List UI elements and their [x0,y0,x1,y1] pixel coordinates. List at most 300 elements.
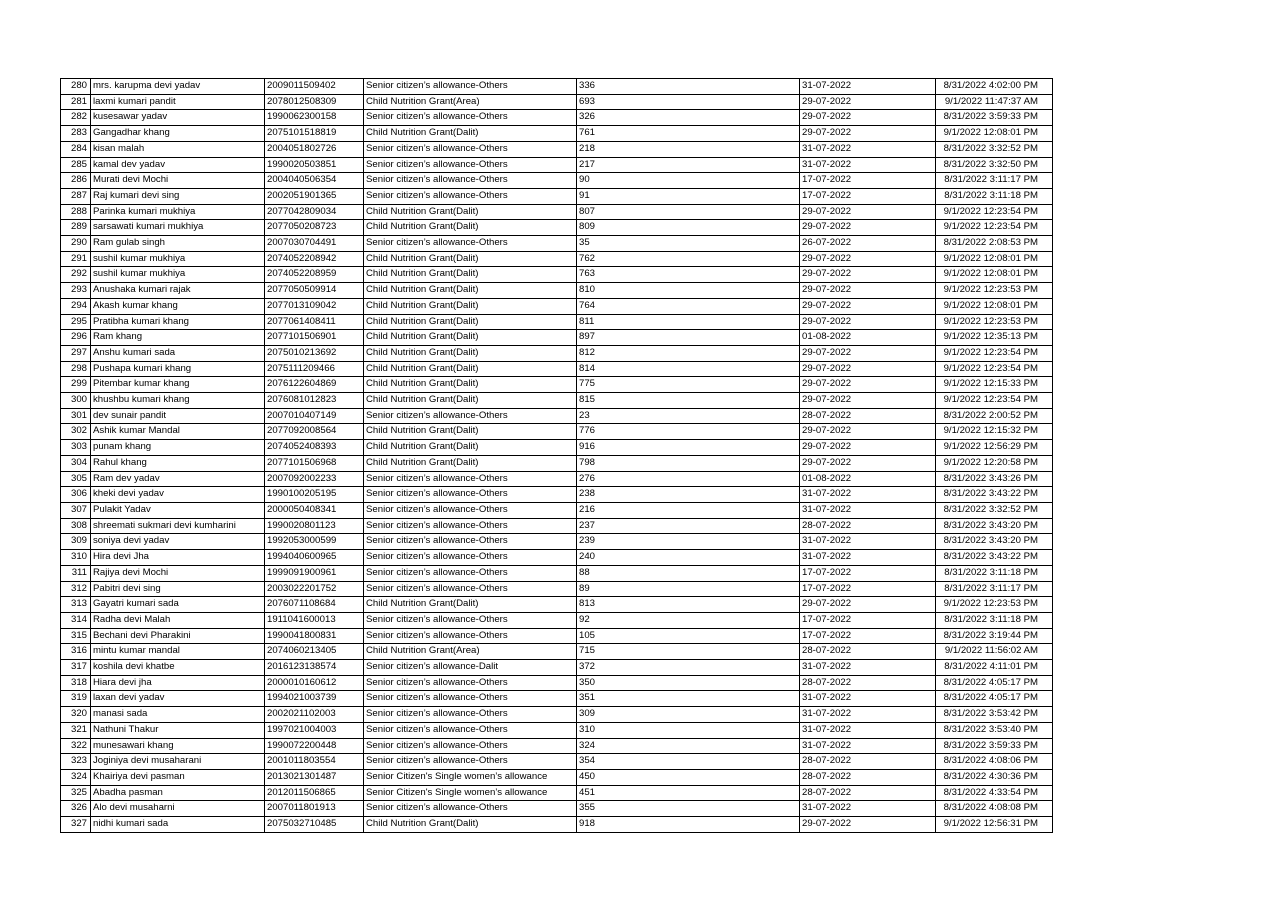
table-row [61,220,1053,236]
serial-number-cell: 319 [61,691,91,707]
allowance-type-cell: Senior citizen’s allowance-Others [364,502,577,518]
allowance-type-cell: Senior citizen’s allowance-Others [364,550,577,566]
name-cell: Pratibha kumari khang [91,314,265,330]
name-cell: mrs. karupma devi yadav [91,79,265,95]
timestamp-cell: 8/31/2022 3:59:33 PM [936,110,1053,126]
timestamp-cell: 9/1/2022 12:15:33 PM [936,377,1053,393]
allowance-type-cell: Child Nutrition Grant(Dalit) [364,440,577,456]
table-row [61,110,1053,126]
date-cell: 17-07-2022 [800,188,936,204]
amount-cell: 218 [577,141,800,157]
name-cell: koshila devi khatbe [91,660,265,676]
id-number-cell: 2074052208942 [265,251,364,267]
timestamp-cell: 8/31/2022 3:43:26 PM [936,471,1053,487]
serial-number-cell: 280 [61,79,91,95]
table-row [61,754,1053,770]
amount-cell: 309 [577,707,800,723]
id-number-cell: 2001011803554 [265,754,364,770]
amount-cell: 807 [577,204,800,220]
allowance-type-cell: Child Nutrition Grant(Dalit) [364,204,577,220]
date-cell: 26-07-2022 [800,236,936,252]
serial-number-cell: 327 [61,817,91,833]
allowance-type-cell: Senior citizen’s allowance-Others [364,236,577,252]
table-row [61,597,1053,613]
table-row [61,518,1053,534]
id-number-cell: 2075101518819 [265,126,364,142]
date-cell: 17-07-2022 [800,628,936,644]
name-cell: Murati devi Mochi [91,173,265,189]
allowance-type-cell: Senior citizen’s allowance-Others [364,157,577,173]
allowance-type-cell: Senior citizen’s allowance-Others [364,707,577,723]
timestamp-cell: 9/1/2022 12:20:58 PM [936,455,1053,471]
name-cell: Hira devi Jha [91,550,265,566]
serial-number-cell: 307 [61,502,91,518]
serial-number-cell: 318 [61,675,91,691]
date-cell: 31-07-2022 [800,487,936,503]
timestamp-cell: 9/1/2022 12:35:13 PM [936,330,1053,346]
timestamp-cell: 8/31/2022 3:53:40 PM [936,722,1053,738]
id-number-cell: 2012011506865 [265,785,364,801]
allowance-type-cell: Child Nutrition Grant(Dalit) [364,345,577,361]
date-cell: 29-07-2022 [800,283,936,299]
id-number-cell: 2009011509402 [265,79,364,95]
serial-number-cell: 295 [61,314,91,330]
allowance-type-cell: Child Nutrition Grant(Dalit) [364,267,577,283]
id-number-cell: 2007092002233 [265,471,364,487]
table-row [61,330,1053,346]
amount-cell: 91 [577,188,800,204]
amount-cell: 326 [577,110,800,126]
timestamp-cell: 9/1/2022 12:08:01 PM [936,251,1053,267]
allowance-type-cell: Senior citizen’s allowance-Others [364,518,577,534]
timestamp-cell: 8/31/2022 3:11:17 PM [936,173,1053,189]
amount-cell: 764 [577,298,800,314]
name-cell: laxan devi yadav [91,691,265,707]
date-cell: 28-07-2022 [800,754,936,770]
date-cell: 29-07-2022 [800,440,936,456]
amount-cell: 897 [577,330,800,346]
timestamp-cell: 8/31/2022 3:11:18 PM [936,188,1053,204]
serial-number-cell: 321 [61,722,91,738]
allowance-type-cell: Senior citizen’s allowance-Others [364,675,577,691]
date-cell: 28-07-2022 [800,785,936,801]
table-row [61,94,1053,110]
records-table-body [61,79,1053,833]
allowance-type-cell: Child Nutrition Grant(Area) [364,644,577,660]
table-row [61,424,1053,440]
table-row [61,471,1053,487]
serial-number-cell: 282 [61,110,91,126]
allowance-type-cell: Child Nutrition Grant(Dalit) [364,251,577,267]
timestamp-cell: 8/31/2022 3:11:17 PM [936,581,1053,597]
id-number-cell: 1990020503851 [265,157,364,173]
name-cell: laxmi kumari pandit [91,94,265,110]
id-number-cell: 2077092008564 [265,424,364,440]
timestamp-cell: 8/31/2022 4:08:06 PM [936,754,1053,770]
table-row [61,534,1053,550]
serial-number-cell: 313 [61,597,91,613]
timestamp-cell: 8/31/2022 3:43:22 PM [936,487,1053,503]
serial-number-cell: 297 [61,345,91,361]
date-cell: 29-07-2022 [800,204,936,220]
date-cell: 29-07-2022 [800,393,936,409]
allowance-type-cell: Senior citizen’s allowance-Others [364,173,577,189]
timestamp-cell: 9/1/2022 12:23:53 PM [936,314,1053,330]
timestamp-cell: 9/1/2022 12:23:53 PM [936,597,1053,613]
allowance-type-cell: Child Nutrition Grant(Dalit) [364,314,577,330]
id-number-cell: 2077101506968 [265,455,364,471]
id-number-cell: 1990072200448 [265,738,364,754]
date-cell: 01-08-2022 [800,330,936,346]
timestamp-cell: 8/31/2022 4:08:08 PM [936,801,1053,817]
allowance-type-cell: Child Nutrition Grant(Dalit) [364,283,577,299]
timestamp-cell: 9/1/2022 12:08:01 PM [936,126,1053,142]
name-cell: Joginiya devi musaharani [91,754,265,770]
allowance-type-cell: Child Nutrition Grant(Dalit) [364,377,577,393]
amount-cell: 310 [577,722,800,738]
allowance-type-cell: Child Nutrition Grant(Area) [364,94,577,110]
serial-number-cell: 281 [61,94,91,110]
amount-cell: 798 [577,455,800,471]
serial-number-cell: 298 [61,361,91,377]
serial-number-cell: 287 [61,188,91,204]
date-cell: 29-07-2022 [800,298,936,314]
date-cell: 17-07-2022 [800,612,936,628]
date-cell: 31-07-2022 [800,534,936,550]
timestamp-cell: 9/1/2022 12:23:54 PM [936,345,1053,361]
amount-cell: 89 [577,581,800,597]
amount-cell: 216 [577,502,800,518]
date-cell: 17-07-2022 [800,173,936,189]
table-row [61,188,1053,204]
table-row [61,817,1053,833]
name-cell: Anshu kumari sada [91,345,265,361]
id-number-cell: 2013021301487 [265,769,364,785]
table-row [61,314,1053,330]
name-cell: Khairiya devi pasman [91,769,265,785]
timestamp-cell: 9/1/2022 12:23:54 PM [936,361,1053,377]
timestamp-cell: 8/31/2022 2:00:52 PM [936,408,1053,424]
date-cell: 31-07-2022 [800,660,936,676]
serial-number-cell: 293 [61,283,91,299]
id-number-cell: 2002021102003 [265,707,364,723]
serial-number-cell: 294 [61,298,91,314]
name-cell: kheki devi yadav [91,487,265,503]
name-cell: kisan malah [91,141,265,157]
timestamp-cell: 9/1/2022 12:08:01 PM [936,298,1053,314]
name-cell: sushil kumar mukhiya [91,267,265,283]
name-cell: Ram khang [91,330,265,346]
serial-number-cell: 302 [61,424,91,440]
timestamp-cell: 8/31/2022 4:02:00 PM [936,79,1053,95]
timestamp-cell: 8/31/2022 3:11:18 PM [936,612,1053,628]
serial-number-cell: 314 [61,612,91,628]
timestamp-cell: 8/31/2022 3:19:44 PM [936,628,1053,644]
serial-number-cell: 316 [61,644,91,660]
date-cell: 31-07-2022 [800,502,936,518]
serial-number-cell: 299 [61,377,91,393]
timestamp-cell: 8/31/2022 4:05:17 PM [936,691,1053,707]
id-number-cell: 2077050509914 [265,283,364,299]
name-cell: Ram gulab singh [91,236,265,252]
name-cell: sarsawati kumari mukhiya [91,220,265,236]
serial-number-cell: 303 [61,440,91,456]
allowance-type-cell: Senior citizen’s allowance-Others [364,754,577,770]
amount-cell: 918 [577,817,800,833]
id-number-cell: 2077042809034 [265,204,364,220]
id-number-cell: 2007010407149 [265,408,364,424]
table-row [61,769,1053,785]
amount-cell: 450 [577,769,800,785]
allowance-type-cell: Child Nutrition Grant(Dalit) [364,817,577,833]
allowance-type-cell: Child Nutrition Grant(Dalit) [364,455,577,471]
name-cell: shreemati sukmari devi kumharini [91,518,265,534]
allowance-type-cell: Senior citizen’s allowance-Others [364,738,577,754]
date-cell: 31-07-2022 [800,691,936,707]
id-number-cell: 2077101506901 [265,330,364,346]
name-cell: Parinka kumari mukhiya [91,204,265,220]
id-number-cell: 2002051901365 [265,188,364,204]
table-row [61,283,1053,299]
table-row [61,361,1053,377]
amount-cell: 105 [577,628,800,644]
id-number-cell: 2074060213405 [265,644,364,660]
serial-number-cell: 310 [61,550,91,566]
timestamp-cell: 9/1/2022 12:56:29 PM [936,440,1053,456]
date-cell: 29-07-2022 [800,251,936,267]
table-row [61,660,1053,676]
amount-cell: 336 [577,79,800,95]
table-row [61,565,1053,581]
table-row [61,408,1053,424]
table-row [61,267,1053,283]
serial-number-cell: 325 [61,785,91,801]
amount-cell: 35 [577,236,800,252]
allowance-type-cell: Senior citizen’s allowance-Others [364,79,577,95]
id-number-cell: 1997021004003 [265,722,364,738]
timestamp-cell: 8/31/2022 3:53:42 PM [936,707,1053,723]
allowance-type-cell: Child Nutrition Grant(Dalit) [364,220,577,236]
name-cell: Nathuni Thakur [91,722,265,738]
id-number-cell: 2077050208723 [265,220,364,236]
timestamp-cell: 8/31/2022 3:59:33 PM [936,738,1053,754]
table-row [61,393,1053,409]
date-cell: 28-07-2022 [800,518,936,534]
table-row [61,707,1053,723]
amount-cell: 451 [577,785,800,801]
serial-number-cell: 300 [61,393,91,409]
serial-number-cell: 309 [61,534,91,550]
amount-cell: 238 [577,487,800,503]
date-cell: 31-07-2022 [800,707,936,723]
amount-cell: 239 [577,534,800,550]
serial-number-cell: 291 [61,251,91,267]
name-cell: Bechani devi Pharakini [91,628,265,644]
table-row [61,204,1053,220]
allowance-type-cell: Senior citizen’s allowance-Others [364,581,577,597]
amount-cell: 813 [577,597,800,613]
amount-cell: 23 [577,408,800,424]
amount-cell: 372 [577,660,800,676]
id-number-cell: 2076081012823 [265,393,364,409]
date-cell: 28-07-2022 [800,769,936,785]
amount-cell: 775 [577,377,800,393]
allowance-type-cell: Senior citizen’s allowance-Others [364,188,577,204]
serial-number-cell: 306 [61,487,91,503]
serial-number-cell: 289 [61,220,91,236]
amount-cell: 916 [577,440,800,456]
serial-number-cell: 283 [61,126,91,142]
allowance-type-cell: Senior citizen’s allowance-Others [364,141,577,157]
id-number-cell: 2074052408393 [265,440,364,456]
amount-cell: 354 [577,754,800,770]
name-cell: Pitembar kumar khang [91,377,265,393]
allowance-type-cell: Child Nutrition Grant(Dalit) [364,597,577,613]
timestamp-cell: 9/1/2022 12:56:31 PM [936,817,1053,833]
table-row [61,377,1053,393]
timestamp-cell: 9/1/2022 12:23:54 PM [936,204,1053,220]
amount-cell: 763 [577,267,800,283]
timestamp-cell: 8/31/2022 3:43:20 PM [936,534,1053,550]
serial-number-cell: 284 [61,141,91,157]
allowance-type-cell: Child Nutrition Grant(Dalit) [364,393,577,409]
amount-cell: 217 [577,157,800,173]
allowance-type-cell: Senior citizen’s allowance-Others [364,408,577,424]
id-number-cell: 1994021003739 [265,691,364,707]
allowance-type-cell: Child Nutrition Grant(Dalit) [364,298,577,314]
date-cell: 29-07-2022 [800,377,936,393]
amount-cell: 355 [577,801,800,817]
records-table [60,78,1053,833]
date-cell: 28-07-2022 [800,644,936,660]
id-number-cell: 1999091900961 [265,565,364,581]
serial-number-cell: 312 [61,581,91,597]
allowance-type-cell: Senior Citizen's Single women’s allowance [364,785,577,801]
name-cell: Gangadhar khang [91,126,265,142]
name-cell: Raj kumari devi sing [91,188,265,204]
serial-number-cell: 286 [61,173,91,189]
date-cell: 31-07-2022 [800,141,936,157]
allowance-type-cell: Senior citizen’s allowance-Dalit [364,660,577,676]
date-cell: 29-07-2022 [800,110,936,126]
name-cell: Ram dev yadav [91,471,265,487]
date-cell: 29-07-2022 [800,267,936,283]
table-row [61,455,1053,471]
id-number-cell: 1992053000599 [265,534,364,550]
timestamp-cell: 9/1/2022 12:15:32 PM [936,424,1053,440]
table-row [61,785,1053,801]
amount-cell: 90 [577,173,800,189]
id-number-cell: 2000010160612 [265,675,364,691]
date-cell: 31-07-2022 [800,79,936,95]
amount-cell: 761 [577,126,800,142]
id-number-cell: 2004051802726 [265,141,364,157]
date-cell: 29-07-2022 [800,345,936,361]
name-cell: manasi sada [91,707,265,723]
serial-number-cell: 304 [61,455,91,471]
serial-number-cell: 288 [61,204,91,220]
amount-cell: 350 [577,675,800,691]
allowance-type-cell: Senior citizen’s allowance-Others [364,471,577,487]
amount-cell: 809 [577,220,800,236]
name-cell: soniya devi yadav [91,534,265,550]
allowance-type-cell: Child Nutrition Grant(Dalit) [364,361,577,377]
date-cell: 31-07-2022 [800,722,936,738]
date-cell: 17-07-2022 [800,581,936,597]
serial-number-cell: 296 [61,330,91,346]
date-cell: 28-07-2022 [800,408,936,424]
amount-cell: 762 [577,251,800,267]
serial-number-cell: 301 [61,408,91,424]
name-cell: Alo devi musaharni [91,801,265,817]
date-cell: 28-07-2022 [800,675,936,691]
timestamp-cell: 8/31/2022 3:43:22 PM [936,550,1053,566]
table-row [61,79,1053,95]
id-number-cell: 1990062300158 [265,110,364,126]
date-cell: 29-07-2022 [800,361,936,377]
table-row [61,298,1053,314]
serial-number-cell: 305 [61,471,91,487]
amount-cell: 88 [577,565,800,581]
timestamp-cell: 8/31/2022 4:30:36 PM [936,769,1053,785]
date-cell: 29-07-2022 [800,126,936,142]
table-row [61,550,1053,566]
amount-cell: 810 [577,283,800,299]
timestamp-cell: 8/31/2022 4:05:17 PM [936,675,1053,691]
table-row [61,644,1053,660]
allowance-type-cell: Senior citizen’s allowance-Others [364,534,577,550]
date-cell: 29-07-2022 [800,817,936,833]
allowance-type-cell: Child Nutrition Grant(Dalit) [364,330,577,346]
id-number-cell: 2000050408341 [265,502,364,518]
allowance-type-cell: Senior citizen’s allowance-Others [364,565,577,581]
serial-number-cell: 324 [61,769,91,785]
id-number-cell: 2076071108684 [265,597,364,613]
id-number-cell: 2075111209466 [265,361,364,377]
name-cell: nidhi kumari sada [91,817,265,833]
table-row [61,345,1053,361]
allowance-type-cell: Senior citizen’s allowance-Others [364,487,577,503]
id-number-cell: 1990041800831 [265,628,364,644]
allowance-type-cell: Senior citizen’s allowance-Others [364,110,577,126]
name-cell: kamal dev yadav [91,157,265,173]
date-cell: 29-07-2022 [800,424,936,440]
id-number-cell: 2077013109042 [265,298,364,314]
table-row [61,628,1053,644]
table-row [61,675,1053,691]
date-cell: 29-07-2022 [800,220,936,236]
date-cell: 31-07-2022 [800,738,936,754]
id-number-cell: 2076122604869 [265,377,364,393]
table-row [61,251,1053,267]
table-row [61,236,1053,252]
serial-number-cell: 290 [61,236,91,252]
date-cell: 29-07-2022 [800,94,936,110]
name-cell: Pulakit Yadav [91,502,265,518]
name-cell: sushil kumar mukhiya [91,251,265,267]
timestamp-cell: 8/31/2022 3:43:20 PM [936,518,1053,534]
allowance-type-cell: Senior Citizen's Single women’s allowance [364,769,577,785]
date-cell: 17-07-2022 [800,565,936,581]
name-cell: Rahul khang [91,455,265,471]
name-cell: munesawari khang [91,738,265,754]
table-row [61,722,1053,738]
timestamp-cell: 8/31/2022 3:32:52 PM [936,141,1053,157]
id-number-cell: 2075010213692 [265,345,364,361]
name-cell: Akash kumar khang [91,298,265,314]
amount-cell: 240 [577,550,800,566]
date-cell: 29-07-2022 [800,455,936,471]
